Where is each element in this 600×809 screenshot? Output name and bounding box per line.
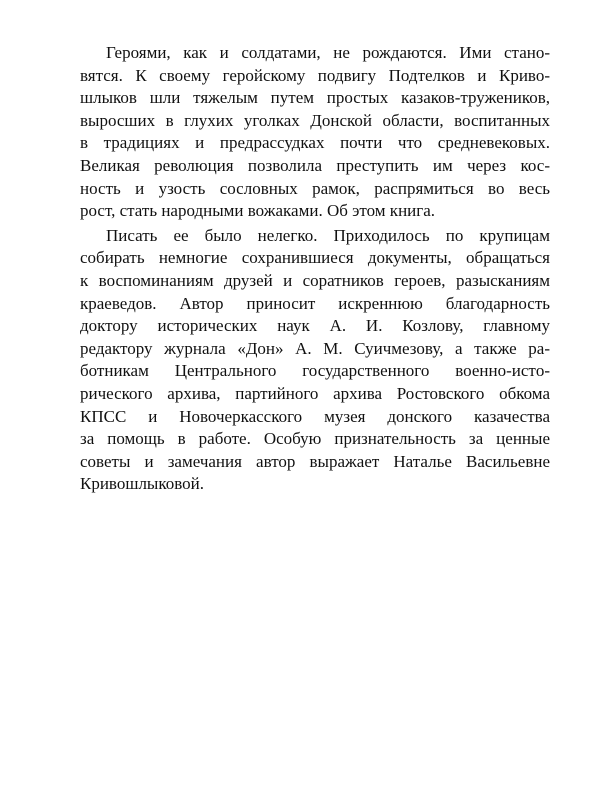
paragraph-1 <box>80 42 550 223</box>
paragraph-1-line: Героями, как и солдатами, не рождаются. Ими стано- <box>106 43 550 62</box>
paragraph-2 <box>80 225 550 496</box>
paragraph-1-line: выросших в глухих уголках Донской области, воспитанных <box>80 110 550 130</box>
paragraph-2-line: к воспоминаниям друзей и соратников героев, разысканиям <box>80 270 550 290</box>
paragraph-2-line: доктору исторических наук А. И. Козлову, главному <box>80 316 550 336</box>
paragraph-2-line: КПСС и Новочеркасского музея донского казачества <box>80 406 550 426</box>
paragraph-1-line: рост, стать народными вожаками. Об этом книга. <box>80 201 436 221</box>
paragraph-1-line: ность и узость сословных рамок, распрямиться во весь <box>80 178 550 198</box>
paragraph-2-line: советы и замечания автор выражает Наталье Васильевне <box>80 451 550 471</box>
paragraph-2-line: Кривошлыковой. <box>80 474 204 494</box>
paragraph-1-line: Великая революция позволила преступить им через кос- <box>80 155 550 175</box>
paragraph-1-line: вятся. К своему геройскому подвигу Подтелков и Криво- <box>80 65 550 85</box>
paragraph-2-line: рического архива, партийного архива Ростовского обкома <box>80 383 550 403</box>
paragraph-2-line: редактору журнала «Дон» А. М. Суичмезову, а также ра- <box>80 338 550 358</box>
paragraph-1-line: шлыков шли тяжелым путем простых казаков-тружеников, <box>80 88 550 108</box>
paragraph-2-line: собирать немногие сохранившиеся документы, обращаться <box>80 248 550 268</box>
paragraph-2-line: краеведов. Автор приносит искреннюю благодарность <box>80 293 550 313</box>
paragraph-2-line: за помощь в работе. Особую признательность за ценные <box>80 429 550 449</box>
paragraph-2-line: Писать ее было нелегко. Приходилось по крупицам <box>106 225 550 245</box>
paragraph-1-line: в традициях и предрассудках почти что средневековых. <box>80 133 550 153</box>
body-text <box>80 42 550 498</box>
paragraph-2-line: ботникам Центрального государственного военно-истo- <box>80 361 550 381</box>
